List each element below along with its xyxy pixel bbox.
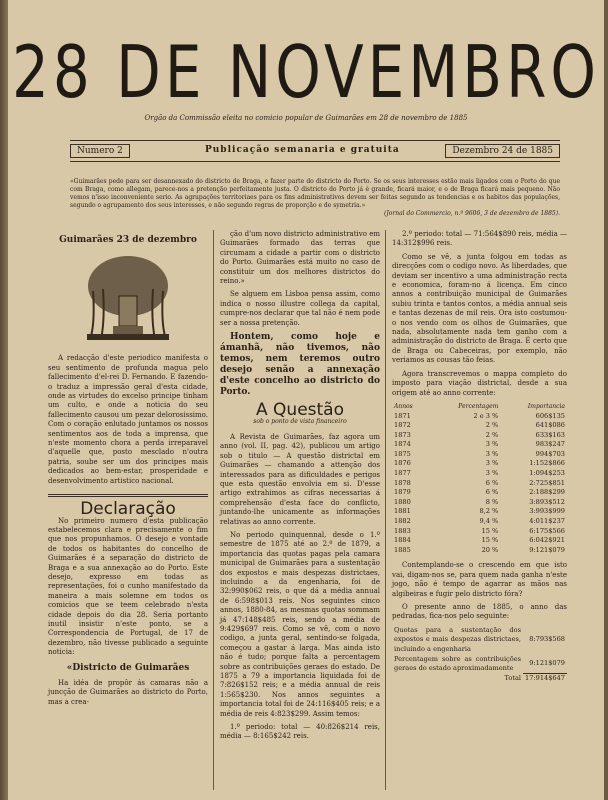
amount-cell: 4:011$237 <box>529 517 565 526</box>
amount-cell: 2:725$851 <box>529 478 565 487</box>
total-label: Total <box>504 674 522 683</box>
table-row <box>392 469 567 479</box>
table-row <box>392 440 567 450</box>
year-cell: 1873 <box>394 430 411 439</box>
column-3 <box>392 230 567 684</box>
table-intro: Agora transcrevemos o mappa completo do imposto para viação districtal, desde a sua origem até ao anno corrente: <box>392 369 567 397</box>
year-cell: 1885 <box>394 545 411 554</box>
percent-cell: 6 % <box>485 478 499 487</box>
publication-note: Publicação semanaria e gratuita <box>205 145 400 155</box>
epigraph-quote <box>70 178 560 218</box>
percent-cell: 3 % <box>485 449 499 458</box>
total-value: 17:914$647 <box>525 674 565 683</box>
table-header: Percentagem <box>458 402 499 410</box>
year-paragraph: O presente anno de 1885, o anno das pedradas, fica-nos pelo seguinte: <box>392 603 567 621</box>
amount-cell: 3:893$512 <box>529 497 565 506</box>
amount-cell: 1:094$253 <box>529 469 565 478</box>
bold-statement: Hontem, como hoje e ámanhã, não tivemos, não temos, nem teremos outro desejo senão a annexação d'este concelho ao districto do Porto. <box>220 332 380 398</box>
percent-cell: 15 % <box>481 536 499 545</box>
quinquennal-paragraph: No periodo quinquennal, desde o 1.º semestre de 1875 até ao 2.º de 1879, a importancia das quotas pagas pela camara municipal de Guimarães para a sustentação dos expostos e mais despezas districtaes, incluindo a da engenharia, foi de 32:990$062 reis, o que dá a média annual de 6:598$013 reis. Nos seguintes cinco annos, 1880-84, as mesmas quotas sommam já 47:148$485 reis, sendo a média de 9:429$697 reis. Como se vê, com o novo codigo, a junta geral, sentindo-se folgada, começou a gastar á larga. Mas ainda isto não é tudo; porque falta a percentagem sobre as contribuições geraes do estado. De 1875 a 79 a importancia liquidada foi de 7:826$152 reis; e a média annual de reis 1:565$230. Nos annos seguintes a importancia total foi de 24:116$405 reis; e a média de reis 4:823$299. Assim temos: <box>220 530 380 718</box>
year-cell: 1878 <box>394 478 411 487</box>
table-row <box>392 546 567 556</box>
table-row <box>392 517 567 527</box>
dateline-heading: Guimarães 23 de dezembro <box>59 235 197 245</box>
epigraph-text: «Guimarães pede para ser desannexado do districto de Braga, e fazer parte do districto do Porto. Se os seus interesses estão mais ligados com o Porto do que com Braga, como allegam, parece-nos a pretenção perfeitamente justa. O districto do Porto já é grande, ficará maior, e o de Braga ficará mais pequeno. Não vemos n'isso inconveniente serio. As agrupações territoriaes para os fins administrativos devem ser feitas segundo as tendencias e os habitos das populações, segundo o agrupamento dos seus interesses, e não segundo regras de proporção e de symetria.» <box>70 178 560 209</box>
summary-value: 8:793$568 <box>529 635 565 644</box>
question-paragraph: Contemplando-se o crescendo em que isto vai, digam-nos se, para quem nada ganha n'este jogo, não é tempo de agarrar as mãos nas algibeiras e fugir pelo districto fóra? <box>392 561 567 598</box>
issue-bar <box>70 140 560 162</box>
epigraph-source: (Jornal do Commercio, n.º 9606, 3 de dezembro de 1885). <box>383 210 560 217</box>
amount-cell: 633$163 <box>535 430 565 439</box>
table-header: Importancia <box>527 402 565 410</box>
percent-cell: 3 % <box>485 440 499 449</box>
year-cell: 1879 <box>394 488 411 497</box>
tax-table <box>392 402 567 556</box>
summary-value: 9:121$079 <box>529 659 565 668</box>
summary-table <box>392 626 567 684</box>
summary-label: Quotas para a sustentação dos expostos e mais despezas districtaes, incluindo a engenharia <box>394 625 522 654</box>
year-cell: 1876 <box>394 459 411 468</box>
period-2-line: 2.º periodo: total — 71:564$890 reis, média — 14:312$996 reis. <box>392 230 567 248</box>
year-cell: 1875 <box>394 449 411 458</box>
willow-tomb-engraving <box>83 251 173 346</box>
year-cell: 1874 <box>394 440 411 449</box>
summary-label: Percentagem sobre as contribuições geraes do estado aproximadamente <box>394 654 522 673</box>
table-header-row <box>392 402 567 412</box>
summary-row <box>392 626 567 655</box>
table-row <box>392 412 567 422</box>
period-1-line: 1.º periodo: total — 40:826$214 reis, média — 8:165$242 reis. <box>220 723 380 741</box>
column-divider <box>385 230 386 790</box>
year-cell: 1883 <box>394 526 411 535</box>
amount-cell: 641$086 <box>535 421 565 430</box>
issue-number: Numero 2 <box>70 144 130 158</box>
amount-cell: 983$247 <box>535 440 565 449</box>
percent-cell: 2 e 3 % <box>473 411 499 420</box>
table-row <box>392 421 567 431</box>
table-row <box>392 527 567 537</box>
masthead-subtitle: Orgão da Commissão eleita no comicio popular de Guimarães em 28 de novembro de 1885 <box>144 114 468 122</box>
analysis-paragraph: Como se vê, a junta folgou em todas as direcções com o codigo novo. As liberdades, que deviam ser incentivo a uma administração recta e economica, foram-no á licença. Em cinco annos a contribuição municipal de Guimarães subiu trinta e tantos contos, a média annual seis e tantas dezenas de mil reis. Ora isto costumou-o nos vendo com os olhos de Guimarães, que nada, absolutamente nada tem ganho com a administração do districto de Braga. É certo que de Braga ou Cabeceiras, por exemplo, não veriamos as cousas tão feias. <box>392 252 567 365</box>
column-2 <box>220 230 380 746</box>
section-title-questao: A Questão <box>256 400 344 421</box>
table-row <box>392 488 567 498</box>
masthead-title: 28 DE NOVEMBRO <box>11 29 601 115</box>
amount-cell: 994$703 <box>535 449 565 458</box>
issue-date: Dezembro 24 de 1885 <box>445 144 560 158</box>
table-row <box>392 479 567 489</box>
table-row <box>392 507 567 517</box>
year-cell: 1882 <box>394 517 411 526</box>
mourning-paragraph: A redacção d'este periodico manifesta o seu sentimento de profunda magua pelo fallecimento d'el-rei D. Fernando. E fazendo-o traduz a impressão geral d'esta cidade, onde as virtudes do excelso principe tinham um culto, e onde a noticia do seu fallecimento causou um pezar delorosissimo. Com o coração enlutado juntamos os nossos sentimentos aos de toda a imprensa, que n'este momento chora a perda irreparavel d'aquelle que, posto mesclado n'outra patria, soube ser um dos principes mais dedicados ao bem-estar, prosperidade e desenvolvimento artistico nacional. <box>48 354 208 485</box>
table-header: Annos <box>394 402 413 410</box>
year-cell: 1871 <box>394 411 411 420</box>
table-row <box>392 498 567 508</box>
amount-cell: 6:175$566 <box>529 526 565 535</box>
amount-cell: 2:188$299 <box>529 488 565 497</box>
percent-cell: 2 % <box>485 421 499 430</box>
revista-paragraph: A Revista de Guimarães, faz agora um anno (vol. II, pag. 42), publicou um artigo sob o titulo — A questão districtal em Guimarães — chamando a attenção dos interessados para as dificuldades e perigos que esta questão envolvia em si. D'esse artigo extrahimos as cifras necessarias á comprehensão d'esta face do conflicto, juntando-lhe unicamente as informações relativas ao anno corrente. <box>220 432 380 526</box>
year-cell: 1880 <box>394 497 411 506</box>
percent-cell: 15 % <box>481 526 499 535</box>
amount-cell: 606$135 <box>535 411 565 420</box>
table-row <box>392 459 567 469</box>
year-cell: 1884 <box>394 536 411 545</box>
declaracao-paragraph: No primeiro numero d'esta publicação estabelecemos clara e precisamente o fim que nos propunhamos. O desejo e vontade de todos os habitantes do concelho de Guimarães é a separação do districto de Braga e a sua annexação ao do Porto. Este desejo, expresso em todas as representações, foi o cunho manifestado da maneira a mais solemne em todos os comicios que se teem celebrado n'esta cidade depois do dia 28. Seria portanto inutil insistir n'este ponto, se a Correspondencia de Portugal, de 17 de dezembro, não tivesse publicado a seguinte noticia: <box>48 516 208 657</box>
year-cell: 1877 <box>394 469 411 478</box>
percent-cell: 9,4 % <box>479 517 499 526</box>
amount-cell: 9:121$079 <box>529 545 565 554</box>
section-subtitle: sob o ponto de vista financeiro <box>253 418 347 426</box>
column-1 <box>48 230 208 711</box>
table-row <box>392 536 567 546</box>
percent-cell: 3 % <box>485 459 499 468</box>
percent-cell: 3 % <box>485 469 499 478</box>
amount-cell: 6:042$921 <box>529 536 565 545</box>
quoted-heading: «Districto de Guimarães <box>66 662 190 673</box>
column-divider <box>213 230 214 790</box>
page-edge <box>0 0 8 800</box>
table-row <box>392 450 567 460</box>
divider <box>48 494 208 497</box>
year-cell: 1881 <box>394 507 411 516</box>
statement-paragraph: Se alguem em Lisboa pensa assim, como indica o nosso illustre collega da capital, cumpre-nos declarar que tal não é nem pode ser a nossa pretenção. <box>220 290 380 327</box>
year-cell: 1872 <box>394 421 411 430</box>
amount-cell: 1:152$866 <box>529 459 565 468</box>
amount-cell: 3:993$999 <box>529 507 565 516</box>
summary-row <box>392 655 567 674</box>
total-row <box>392 674 567 684</box>
continued-paragraph: ção d'um novo districto administrativo em Guimarães formado das terras que circumam a cidade a partir com o districto do Porto. Guimarães está muito no caso de constituir um dos melhores districtos do reino.» <box>220 230 380 286</box>
percent-cell: 2 % <box>485 430 499 439</box>
percent-cell: 20 % <box>481 545 499 554</box>
section-title-declaracao: Declaração <box>80 499 176 520</box>
quoted-paragraph: Ha idéa de propôr ás camaras não a juncção de Guimarães ao districto do Porto, mas a crea- <box>48 679 208 706</box>
percent-cell: 8,2 % <box>479 507 499 516</box>
newspaper-page <box>8 0 604 800</box>
table-row <box>392 431 567 441</box>
percent-cell: 8 % <box>485 497 499 506</box>
percent-cell: 6 % <box>485 488 499 497</box>
